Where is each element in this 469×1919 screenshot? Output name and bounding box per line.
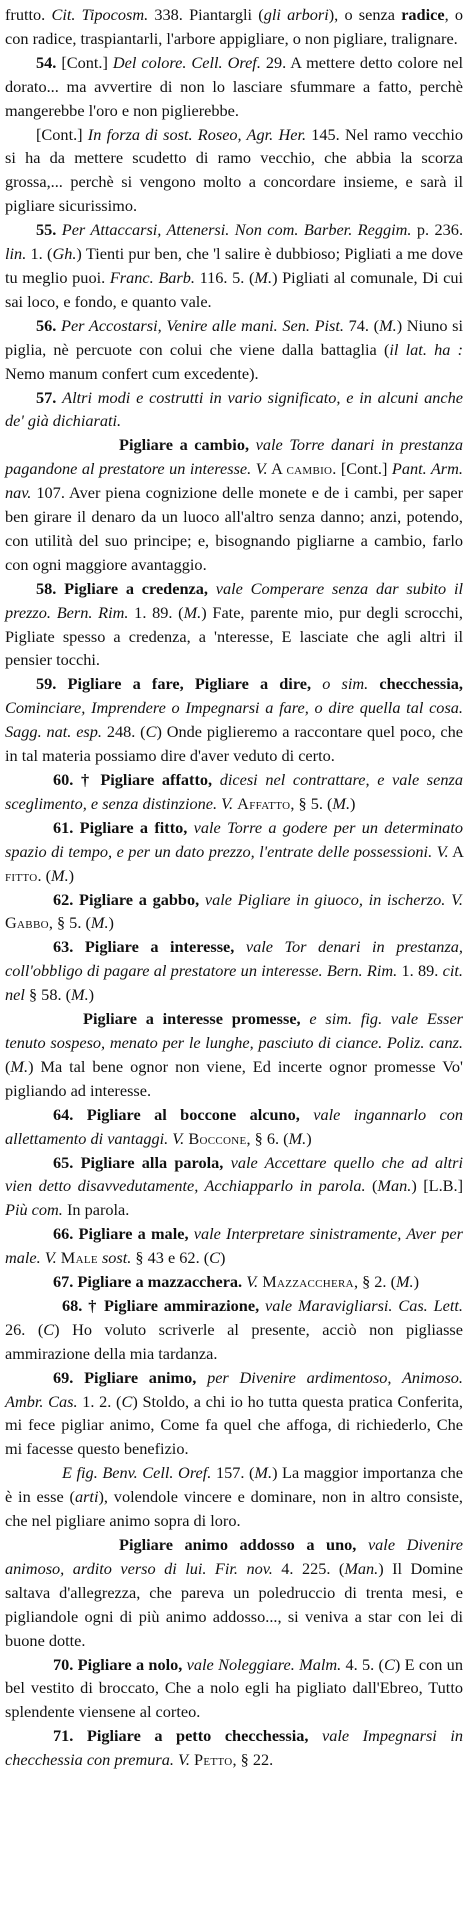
entry-54 [5, 51, 463, 123]
text-run: ( [5, 1056, 11, 1076]
text-run: E fig. Benv. Cell. Oref. [62, 1463, 212, 1483]
entry-57 [5, 386, 463, 434]
entry-55 [5, 218, 463, 314]
entry-67 [5, 1270, 463, 1294]
text-run: Franc. Barb. [109, 267, 195, 287]
entry-70 [5, 1653, 463, 1725]
text-run: ) Ma tal bene ognor non viene, Ed incerte ognor promesse Vo' pigliando ad interesse. [5, 1056, 463, 1100]
text-run: 58. Pigliare a credenza, [36, 578, 216, 598]
text-run: ) [108, 913, 114, 933]
text-run: vale Impegnarsi in checchessia con premura. V. [5, 1726, 463, 1770]
text-run: ) Stoldo, a chi io ho tutta questa pratica Conferita, mi fece pigliar animo, Come fa quel che affoga, di richiederlo, Che mi facesse questo benefizio. [5, 1391, 463, 1459]
text-run: 1. 89. ( [128, 602, 184, 622]
text-run: Gabbo [5, 913, 49, 933]
text-run: e sim. fig. vale Esser tenuto sospeso, menato per le lunghe, pasciuto di ciance. Poliz. canz. [5, 1009, 464, 1052]
text-run: ) La maggior importanza che è in esse ( [5, 1463, 463, 1507]
text-run: M. [254, 1463, 273, 1483]
text-run: 63. Pigliare a interesse, [53, 937, 246, 957]
text-run: p. 236. [411, 220, 464, 240]
text-run: ), o senza [328, 5, 402, 24]
text-run: In parola. [62, 1200, 130, 1220]
text-run: Mazzacchera [262, 1272, 354, 1292]
entry-69 [5, 1366, 463, 1462]
text-run: 4. 5. ( [341, 1654, 384, 1674]
text-run: 59. Pigliare a fare, Pigliare a dire, [36, 674, 323, 694]
text-run: vale Interpretare sinistramente, Aver per male. V. [5, 1224, 463, 1268]
text-run: vale Divenire animoso, ardito verso di lui. Fir. nov. [5, 1535, 463, 1578]
text-run: ) [88, 985, 95, 1005]
text-run: sost. [101, 1248, 132, 1268]
text-run: 145. Nel ramo vecchio si ha da mettere scudetto di ramo vecchio, che abbia la scorza grossa,... perchè si vengono molto a concordare insieme, e sarà il pigliare sicurissimo. [5, 124, 463, 216]
text-run: , § 5. ( [290, 793, 333, 813]
text-run: 69. Pigliare animo, [53, 1367, 208, 1387]
text-run: [Cont.] [61, 52, 113, 72]
text-run: . ( [37, 865, 52, 885]
text-run: Pigliare a cambio, [119, 435, 256, 455]
text-run: ) Tienti pur ben, che 'l salire è dubbioso; Pigliati a me dove tu meglio puoi. [5, 244, 463, 287]
entry-71 [5, 1724, 463, 1772]
text-run: 116. 5. ( [194, 267, 255, 287]
text-run: arti [74, 1487, 99, 1507]
text-run: ) Niuno si piglia, nè percuote con colui che viene dalla battaglia ( [5, 315, 464, 359]
text-run: 61. Pigliare a fitto, [53, 817, 194, 837]
text-run: Cominciare, Imprendere o Impegnarsi a fare, o dire quella tal cosa. Sagg. nat. esp. [5, 698, 463, 742]
text-run: C [121, 1391, 133, 1411]
text-run: ) E con un bel vestito di broccato, Che a nolo egli ha pigliato dall'Ebreo, Tutto splendente viensene al corteo. [5, 1654, 463, 1722]
text-run: vale Torre danari in prestanza pagandone al prestatore un interesse. V. [5, 435, 463, 479]
text-run: 248. ( [101, 722, 146, 742]
text-run: 68. † Pigliare ammirazione, [62, 1295, 266, 1315]
text-run: , § 22. [232, 1750, 274, 1770]
text-run: C [145, 722, 157, 742]
text-run: C [383, 1654, 395, 1674]
text-run: vale Torre a godere per un determinato spazio di tempo, e per un dato prezzo, l'entrate delle possessioni. V. [5, 817, 463, 861]
text-run: Altri modi e costrutti in vario significato, e in alcuni anche de' già dichiarati. [5, 387, 464, 431]
text-run: , § 2. ( [353, 1272, 396, 1292]
text-run: C [43, 1319, 55, 1339]
entry-65 [5, 1151, 463, 1223]
text-run: 338. Piantargli ( [148, 5, 264, 24]
text-run: Per Accostarsi, Venire alle mani. Sen. Pist. [61, 315, 344, 335]
entry-continuation [5, 3, 463, 51]
text-run: 64. Pigliare al boccone alcuno, [53, 1104, 314, 1124]
text-run: 29. A mettere detto colore nel dorato... ma avvertire di non lo lasciare sfummare a fatto, perchè mangerebbe l'oro e non piglierebbe. [5, 52, 464, 120]
text-run: 4. 225. ( [272, 1558, 345, 1578]
entry-63 [5, 935, 463, 1007]
text-run: 71. Pigliare a petto checchessia, [53, 1726, 322, 1746]
text-run: 107. Aver piena cognizione delle monete e de i cambi, per saper ben girare il denaro da un luoco all'altro senza danno; anzi, potendo, con utilità del suo principe; e, bisognando pigliarne a cambio, farlo con ogni maggiore avantaggio. [5, 483, 463, 574]
text-run: ) [L.B.] [411, 1176, 463, 1196]
text-run: fitto [5, 865, 38, 885]
text-run: dicesi nel contrattare, e vale senza sceglimento, e senza distinzione. V. [5, 770, 463, 813]
text-run: § 58. ( [24, 985, 72, 1005]
entry-69-animo-addosso [5, 1533, 463, 1653]
text-run: cambio [286, 459, 333, 479]
text-run: cit. nel [5, 961, 463, 1005]
text-run: ), volendole vincere e dominare, non in altro consiste, che nel pigliare animo sopra di loro. [5, 1487, 463, 1531]
text-run: Man. [377, 1176, 412, 1196]
entry-64 [5, 1103, 463, 1151]
text-run: ) [306, 1128, 312, 1148]
text-run: Cit. Tipocosm. [51, 5, 149, 24]
text-run: ) [68, 865, 75, 885]
text-run: , § 5. ( [48, 913, 91, 933]
entry-69-fig [5, 1461, 463, 1533]
text-run: M. [10, 1056, 29, 1076]
text-run: ) [350, 793, 356, 813]
text-run: 65. Pigliare alla parola, [53, 1152, 231, 1172]
text-run: 54. [36, 52, 62, 72]
text-run: M. [379, 315, 397, 335]
text-run: 1. ( [26, 244, 53, 264]
text-run: Petto [194, 1750, 233, 1770]
text-run: Più com. [5, 1200, 63, 1220]
text-run: il lat. ha : [389, 339, 463, 359]
text-run: Pigliare animo addosso a uno, [119, 1535, 368, 1554]
entry-58 [5, 577, 463, 673]
text-run: 56. [36, 315, 62, 335]
text-run: 62. Pigliare a gabbo, [53, 889, 205, 909]
text-run: 67. Pigliare a mazzacchera. [53, 1272, 247, 1292]
text-run: frutto. [5, 5, 52, 24]
text-run: vale Tor denari in prestanza, coll'obbligo di pagare al prestatore un interesse. Bern. Rim. [5, 937, 463, 981]
text-run: M. [396, 1272, 414, 1292]
text-run: vale Accettare quello che ad altri vien detto disavvedutamente, Acchiapparlo in parola. [5, 1152, 463, 1196]
entry-61 [5, 816, 463, 888]
text-run: vale Comperare senza dar subito il prezzo. Bern. Rim. [5, 578, 463, 622]
text-run: per Divenire ardimentoso, Animoso. Ambr. Cas. [5, 1367, 464, 1411]
entry-59 [5, 672, 463, 768]
text-run: Per Attaccarsi, Attenersi. Non com. Barber. Reggim. [61, 220, 412, 240]
text-run: ) Fate, parente mio, pur degli scrocchi, Pigliate spesso a credenza, a 'nteresse, E lasciate che agli altri il pensier tocchi. [5, 602, 463, 670]
text-run: radice [401, 5, 445, 24]
text-run: vale Pigliare in giuoco, in ischerzo. V. [204, 889, 463, 909]
text-run: vale Noleggiare. Malm. [186, 1654, 342, 1674]
text-run: ) Pigliati al comunale, Di cui sai loco, e fondo, e quanto vale. [5, 267, 464, 311]
text-run: o sim. [322, 674, 369, 694]
text-run: ) [220, 1248, 226, 1268]
entry-56 [5, 314, 463, 386]
text-run: M. [51, 865, 69, 885]
text-run: Pigliare a interesse promesse, [83, 1009, 310, 1029]
entry-54-note [5, 123, 463, 219]
text-run: M. [71, 985, 89, 1005]
text-run: ) Ho voluto scriverle al presente, acciò non pigliasse ammirazione della mia tardanza. [5, 1319, 463, 1363]
text-run: ) [413, 1272, 420, 1292]
text-run: 74. ( [343, 315, 380, 335]
text-run: Nemo manum confert cum excedente). [5, 363, 259, 383]
text-run: gli arbori [263, 5, 329, 24]
text-run: ) Onde piglieremo a raccontare quel poco, che in tal materia possiamo dire d'aver veduto di certo. [5, 722, 464, 766]
text-run: Pant. Arm. nav. [5, 459, 463, 503]
text-run: 157. ( [211, 1463, 255, 1483]
entry-68 [5, 1294, 463, 1366]
text-run: vale Maravigliarsi. Cas. Lett. [265, 1295, 463, 1315]
text-run: ( [365, 1176, 378, 1196]
text-run: A [448, 841, 464, 861]
text-run: Male [60, 1248, 98, 1268]
entry-66 [5, 1222, 463, 1270]
text-run: vale ingannarlo con allettamento di vantaggi. V. [5, 1104, 463, 1148]
entry-62 [5, 888, 463, 936]
text-run: 55. [36, 220, 62, 240]
text-run: 26. ( [5, 1319, 44, 1339]
text-run: § 43 e 62. ( [131, 1248, 210, 1268]
text-run: Gh. [52, 244, 77, 264]
text-run: M. [288, 1128, 307, 1148]
text-run: 70. Pigliare a nolo, [53, 1654, 187, 1674]
text-run: Man. [344, 1558, 379, 1578]
entry-60 [5, 768, 463, 816]
text-run: 60. † Pigliare affatto, [53, 770, 220, 789]
text-run: [Cont.] [36, 124, 88, 144]
text-run: lin. [5, 244, 27, 264]
entry-pigliare-a-cambio [5, 433, 463, 576]
text-run: M. [254, 267, 273, 287]
text-run: Boccone [188, 1128, 247, 1148]
text-run: 66. Pigliare a male, [53, 1224, 194, 1244]
text-run: M. [90, 913, 109, 933]
text-run: 57. [36, 387, 63, 407]
text-run: In forza di sost. Roseo, Agr. Her. [87, 124, 307, 144]
text-run: Affatto [237, 793, 291, 813]
text-run: Del colore. Cell. Oref. [112, 52, 261, 72]
entry-63-interesse-promesse [5, 1007, 463, 1103]
text-run: , § 6. ( [246, 1128, 289, 1148]
text-run: A [267, 459, 287, 479]
text-run: M. [332, 793, 351, 813]
text-run: ) Il Domine saltava d'allegrezza, che pareva un poledruccio di trenta mesi, e pigliandole ogni di più animo addosso..., si veniva a star con lei di buone dotte. [5, 1558, 463, 1650]
text-run: M. [183, 602, 202, 622]
text-run: 1. 2. ( [77, 1391, 122, 1411]
text-run: 1. 89. [397, 961, 443, 981]
text-run: C [209, 1248, 221, 1268]
text-run: , o con radice, traspiantarli, l'arbore appigliare, o non pigliare, tralignare. [5, 5, 464, 48]
text-run: V. [246, 1272, 259, 1292]
text-run: checchessia, [368, 674, 464, 694]
text-run: . [Cont.] [332, 459, 392, 479]
